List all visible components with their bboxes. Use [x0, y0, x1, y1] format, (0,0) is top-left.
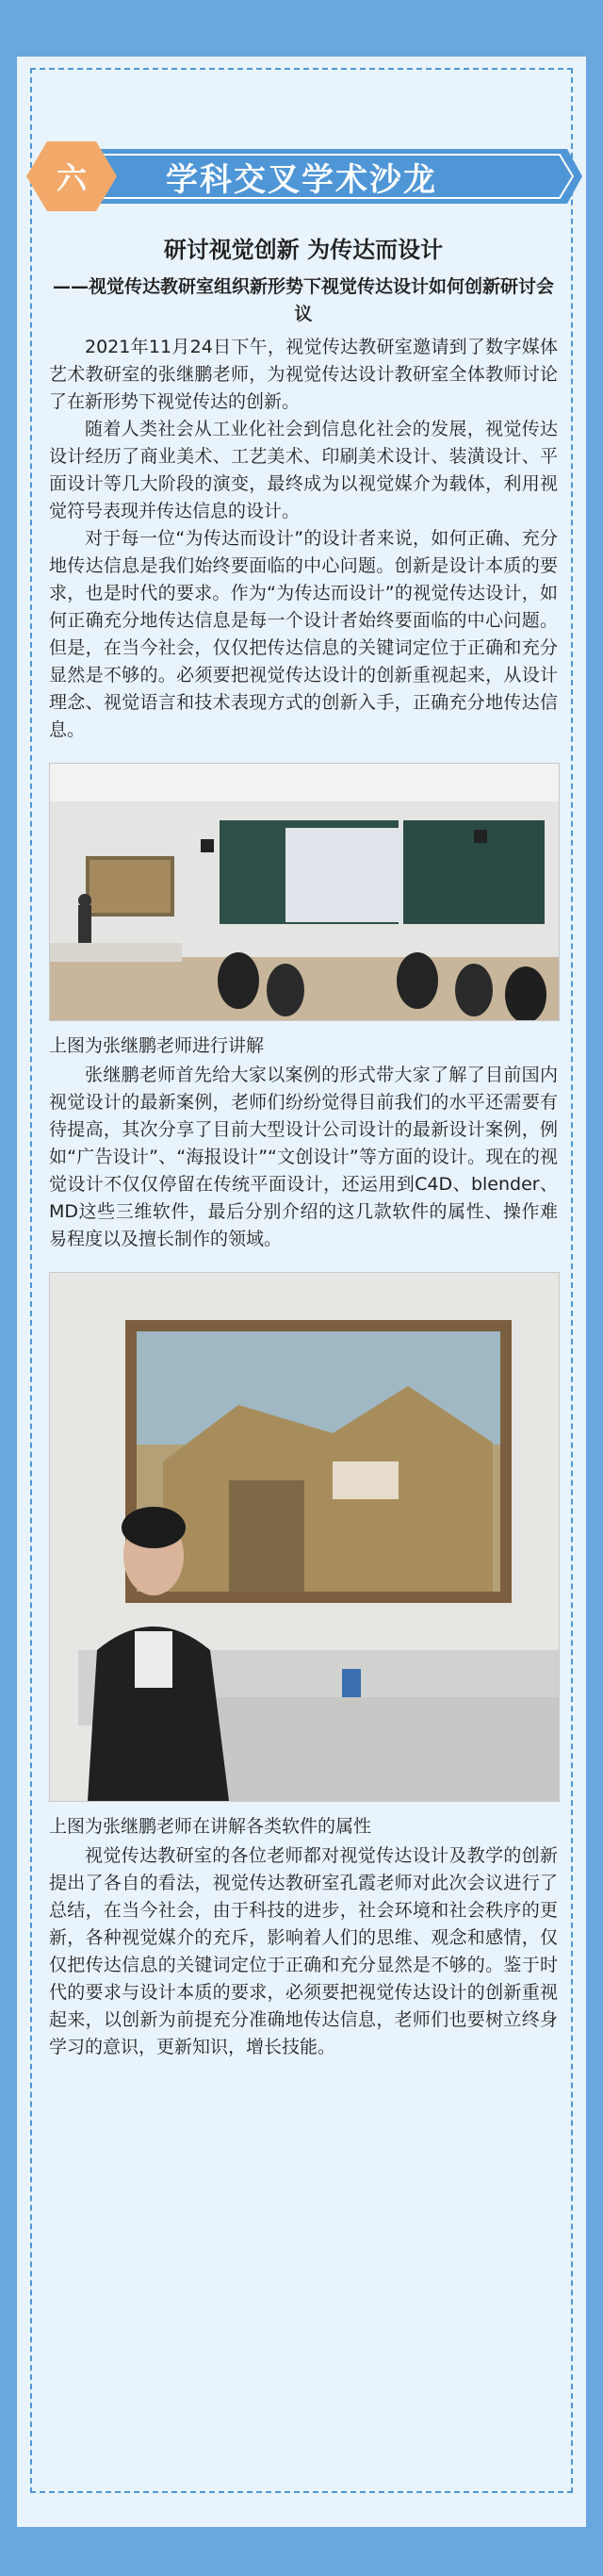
paragraph: 张继鹏老师首先给大家以案例的形式带大家了解了目前国内视觉设计的最新案例，老师们纷纷觉得目前我们的水平还需要有待提高，其次分享了目前大型设计公司设计的最新设计案例，例如“广告设计”、“海报设计”“文创设计”等方面的设计。现在的视觉设计不仅仅停留在传统平面设计，还运用到C4D、blender、MD这些三维软件，最后分别介绍的这几款软件的属性、操作难易程度以及擅长制作的领域。: [49, 1065, 558, 1249]
section-title: 学科交叉学术沙龙: [166, 160, 437, 199]
paragraph: 2021年11月24日下午，视觉传达教研室邀请到了数字媒体艺术教研室的张继鹏老师，为视觉传达设计教研室全体教师讨论了在新形势下视觉传达的创新。: [49, 337, 558, 412]
classroom-lecture-photo: [49, 763, 560, 1021]
paragraph: 随着人类社会从工业化社会到信息化社会的发展，视觉传达设计经历了商业美术、工艺美术、印刷美术设计、装潢设计、平面设计等几大阶段的演变，最终成为以视觉媒介为载体，利用视觉符号表现并传达信息的设计。: [49, 419, 558, 521]
article: [49, 236, 558, 2061]
photo-caption: 上图为张继鹏老师进行讲解: [49, 1035, 265, 1056]
article-title: 研讨视觉创新 为传达而设计: [163, 237, 444, 263]
section-number: 六: [56, 160, 87, 196]
speaker-portrait-photo: [49, 1272, 560, 1802]
section-banner: [26, 141, 582, 211]
paragraph: 视觉传达教研室的各位老师都对视觉传达设计及教学的创新提出了各自的看法，视觉传达教研室孔霞老师对此次会议进行了总结，在当今社会，由于科技的进步，社会环境和社会秩序的更新，各种视觉媒介的充斥，影响着人们的思维、观念和感情，仅仅把传达信息的关键词定位于正确和充分显然是不够的。鉴于时代的要求与设计本质的要求，必须要把视觉传达设计的创新重视起来，以创新为前提充分准确地传达信息，老师们也要树立终身学习的意识，更新知识，增长技能。: [49, 1845, 558, 2057]
paragraph: 对于每一位“为传达而设计”的设计者来说，如何正确、充分地传达信息是我们始终要面临的中心问题。创新是设计本质的要求，也是时代的要求。作为“为传达而设计”的视觉传达设计，如何正确充分地传达信息是每一个设计者始终要面临的中心问题。但是，在当今社会，仅仅把传达信息的关键词定位于正确和充分显然是不够的。必须要把视觉传达设计的创新重视起来，从设计理念、视觉语言和技术表现方式的创新入手，正确充分地传达信息。: [49, 528, 558, 740]
photo-caption: 上图为张继鹏老师在讲解各类软件的属性: [49, 1816, 372, 1837]
bottom-bar: [0, 2527, 603, 2576]
article-subtitle: ——视觉传达教研室组织新形势下视觉传达设计如何创新研讨会议: [52, 276, 554, 324]
